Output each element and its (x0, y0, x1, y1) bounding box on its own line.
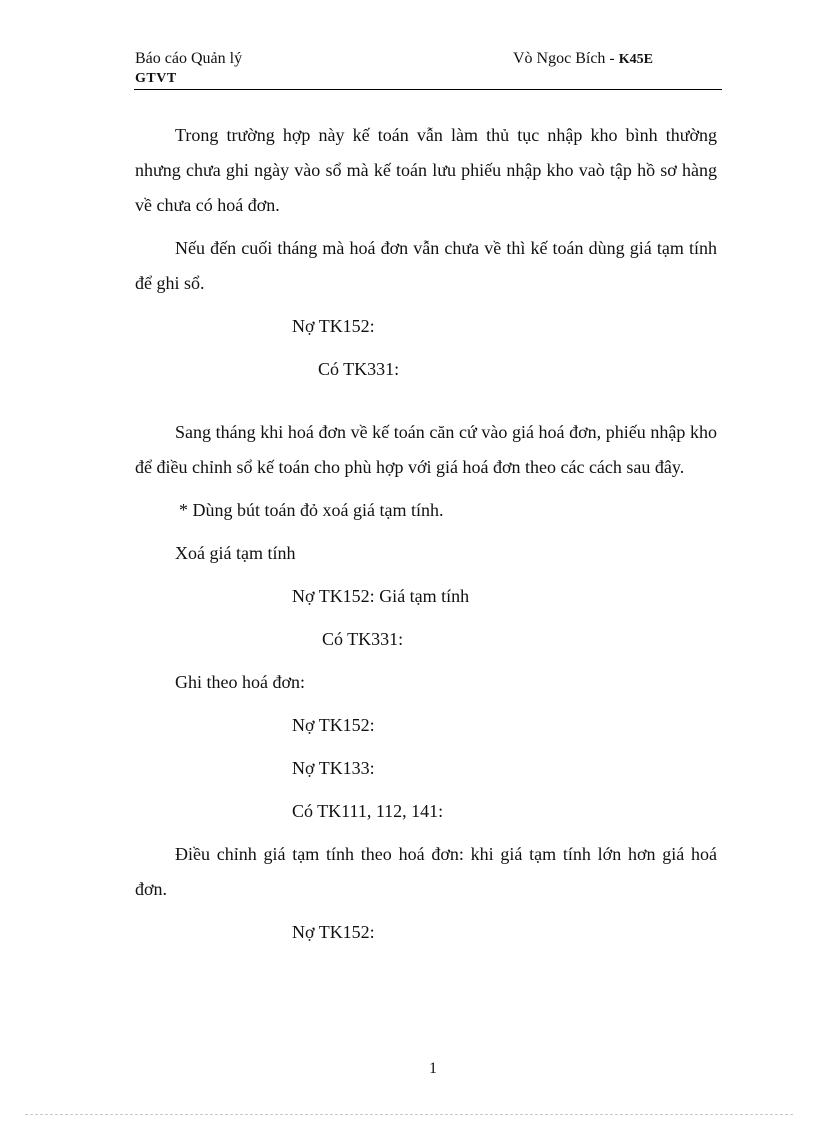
page-number: 1 (429, 1060, 437, 1077)
paragraph-month-end: Nếu đến cuối tháng mà hoá đơn vẫn chưa về thì kế toán dùng giá tạm tính để ghi sổ. (135, 238, 717, 293)
journal-entry-debit: Nợ TK152: (292, 715, 375, 735)
page-bottom-divider (25, 1114, 793, 1115)
journal-entry-debit: Nợ TK152: Giá tạm tính (292, 586, 470, 606)
header-department: GTVT (135, 71, 177, 86)
label-record-invoice: Ghi theo hoá đơn: (175, 672, 305, 692)
label-reverse-estimate: Xoá giá tạm tính (175, 543, 296, 563)
journal-entry-debit: Nợ TK152: (292, 922, 375, 942)
paragraph-pending-invoice: Trong trường hợp này kế toán vẫn làm thủ tục nhập kho bình thường nhưng chưa ghi ngày vào sổ mà kế toán lưu phiếu nhập kho vaò tập hồ sơ hàng về chưa có hoá đơn. (135, 125, 717, 215)
header-divider (134, 89, 722, 90)
paragraph-adjustment: Sang tháng khi hoá đơn về kế toán căn cứ vào giá hoá đơn, phiếu nhập kho để điều chỉnh sổ kế toán cho phù hợp với giá hoá đơn theo các cách sau đây. (135, 422, 717, 477)
journal-entry-debit: Nợ TK152: (292, 316, 375, 336)
header-class-code: K45E (618, 52, 653, 67)
journal-entry-credit: Có TK331: (322, 629, 404, 649)
header-author (513, 50, 653, 68)
header-author-name: Vò Ngoc Bích - (513, 50, 619, 67)
paragraph-estimate-adjustment: Điều chỉnh giá tạm tính theo hoá đơn: khi giá tạm tính lớn hơn giá hoá đơn. (135, 844, 717, 899)
journal-entry-credit: Có TK331: (318, 359, 400, 379)
journal-entry-debit: Nợ TK133: (292, 758, 375, 778)
journal-entry-credit: Có TK111, 112, 141: (292, 801, 444, 821)
method-red-entry: * Dùng bút toán đỏ xoá giá tạm tính. (179, 500, 444, 520)
document-body (135, 118, 717, 950)
header-report-title: Báo cáo Quản lý (135, 50, 243, 67)
